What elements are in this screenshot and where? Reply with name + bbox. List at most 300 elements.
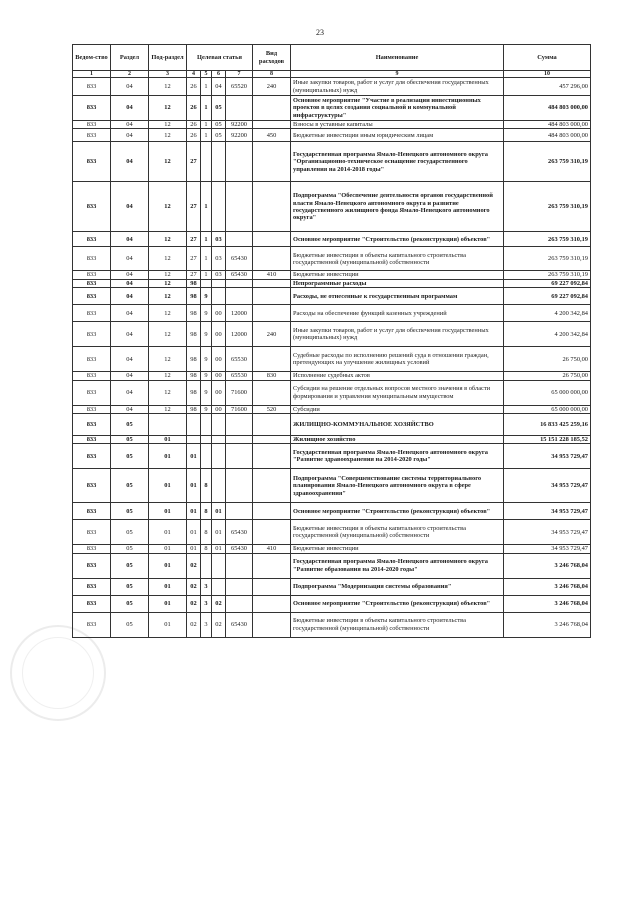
table-row [73, 78, 591, 96]
cell-vedomstvo: 833 [73, 121, 111, 129]
cell-razdel: 04 [111, 78, 149, 96]
cell-target-3 [212, 578, 226, 595]
table-row [73, 436, 591, 444]
table-row [73, 545, 591, 553]
cell-razdel: 04 [111, 129, 149, 142]
cell-name: Подпрограмма "Обеспечение деятельности органов государственной власти Ямало-Ненецкого автономного округа и развитие государственного жилищного фонда Ямало-Ненецкого автономного округа" [291, 182, 504, 232]
cell-name: Жилищное хозяйство [291, 436, 504, 444]
col-number: 10 [504, 71, 591, 78]
cell-target-2: 1 [201, 232, 212, 247]
cell-target-2: 9 [201, 405, 212, 413]
cell-vedomstvo: 833 [73, 380, 111, 405]
cell-vid [253, 503, 291, 520]
cell-target-3 [212, 142, 226, 182]
cell-target-1: 26 [187, 78, 201, 96]
cell-podrazdel: 01 [149, 553, 187, 578]
table-row [73, 414, 591, 436]
cell-sum: 34 953 729,47 [504, 469, 591, 503]
cell-vedomstvo: 833 [73, 444, 111, 469]
cell-target-1: 98 [187, 380, 201, 405]
cell-podrazdel: 12 [149, 372, 187, 380]
cell-target-1: 26 [187, 121, 201, 129]
table-row [73, 182, 591, 232]
cell-target-3 [212, 469, 226, 503]
cell-sum: 4 200 342,84 [504, 305, 591, 322]
cell-target-2: 9 [201, 305, 212, 322]
cell-vedomstvo: 833 [73, 612, 111, 637]
cell-vedomstvo: 833 [73, 595, 111, 612]
cell-razdel: 05 [111, 469, 149, 503]
col-number: 7 [226, 71, 253, 78]
cell-podrazdel: 12 [149, 121, 187, 129]
cell-vid: 410 [253, 545, 291, 553]
cell-name: Основное мероприятие "Строительство (реконструкция) объектов" [291, 503, 504, 520]
cell-target-2: 8 [201, 545, 212, 553]
cell-vid [253, 142, 291, 182]
cell-target-1: 01 [187, 520, 201, 545]
col-number: 5 [201, 71, 212, 78]
cell-vid: 450 [253, 129, 291, 142]
table-row [73, 279, 591, 287]
cell-vid: 830 [253, 372, 291, 380]
cell-vid [253, 305, 291, 322]
table-row [73, 129, 591, 142]
cell-target-2: 1 [201, 247, 212, 271]
cell-target-2: 9 [201, 372, 212, 380]
cell-target-4 [226, 142, 253, 182]
cell-target-4: 65530 [226, 347, 253, 372]
cell-target-3 [212, 182, 226, 232]
table-row [73, 578, 591, 595]
cell-target-4 [226, 503, 253, 520]
cell-razdel: 04 [111, 182, 149, 232]
cell-podrazdel: 12 [149, 182, 187, 232]
cell-razdel: 04 [111, 288, 149, 305]
cell-name: Бюджетные инвестиции иным юридическим лицам [291, 129, 504, 142]
cell-vedomstvo: 833 [73, 578, 111, 595]
cell-target-4: 65430 [226, 520, 253, 545]
cell-target-4: 65430 [226, 612, 253, 637]
cell-target-4: 12000 [226, 305, 253, 322]
col-number: 9 [291, 71, 504, 78]
cell-razdel: 05 [111, 578, 149, 595]
cell-podrazdel: 12 [149, 405, 187, 413]
cell-sum: 34 953 729,47 [504, 545, 591, 553]
cell-name: Судебные расходы по исполнению решений суда в отношении граждан, претендующих на улучшение жилищных условий [291, 347, 504, 372]
col-number: 2 [111, 71, 149, 78]
cell-name: Расходы на обеспечение функций казенных учреждений [291, 305, 504, 322]
cell-target-1: 98 [187, 288, 201, 305]
cell-vedomstvo: 833 [73, 288, 111, 305]
table-row [73, 121, 591, 129]
cell-sum: 65 000 000,00 [504, 405, 591, 413]
table-row [73, 405, 591, 413]
cell-sum: 26 750,00 [504, 347, 591, 372]
cell-target-4: 71600 [226, 405, 253, 413]
cell-name: Иные закупки товаров, работ и услуг для обеспечения государственных (муниципальных) нужд [291, 78, 504, 96]
cell-target-3: 00 [212, 380, 226, 405]
cell-sum: 484 803 000,00 [504, 129, 591, 142]
cell-target-2: 1 [201, 121, 212, 129]
cell-sum: 34 953 729,47 [504, 503, 591, 520]
cell-podrazdel: 01 [149, 520, 187, 545]
col-number: 8 [253, 71, 291, 78]
col-number: 1 [73, 71, 111, 78]
cell-name: Взносы в уставные капиталы [291, 121, 504, 129]
cell-name: Бюджетные инвестиции в объекты капитального строительства государственной (муниципальной) собственности [291, 520, 504, 545]
cell-podrazdel: 01 [149, 545, 187, 553]
cell-target-2 [201, 142, 212, 182]
cell-target-3 [212, 279, 226, 287]
cell-target-4: 65430 [226, 545, 253, 553]
table-row [73, 247, 591, 271]
cell-target-1: 01 [187, 469, 201, 503]
table-row [73, 595, 591, 612]
cell-target-4 [226, 469, 253, 503]
cell-podrazdel: 12 [149, 305, 187, 322]
cell-vid [253, 232, 291, 247]
cell-razdel: 05 [111, 414, 149, 436]
cell-target-1: 27 [187, 247, 201, 271]
table-row [73, 612, 591, 637]
cell-sum: 3 246 768,04 [504, 578, 591, 595]
cell-target-3: 05 [212, 96, 226, 121]
cell-target-1: 98 [187, 405, 201, 413]
cell-target-4 [226, 436, 253, 444]
cell-sum: 263 759 310,19 [504, 142, 591, 182]
table-row [73, 288, 591, 305]
cell-podrazdel: 12 [149, 78, 187, 96]
cell-target-4 [226, 595, 253, 612]
table-row [73, 142, 591, 182]
cell-vid [253, 96, 291, 121]
header-vid: Вид расходов [253, 45, 291, 71]
table-row [73, 271, 591, 279]
cell-sum: 69 227 092,84 [504, 279, 591, 287]
cell-vedomstvo: 833 [73, 414, 111, 436]
cell-target-1: 01 [187, 545, 201, 553]
cell-vedomstvo: 833 [73, 305, 111, 322]
cell-podrazdel: 12 [149, 271, 187, 279]
cell-target-3: 00 [212, 405, 226, 413]
cell-vid [253, 247, 291, 271]
cell-name: Бюджетные инвестиции в объекты капитального строительства государственной (муниципальной) собственности [291, 247, 504, 271]
header-target: Целевая статья [187, 45, 253, 71]
cell-target-4 [226, 96, 253, 121]
cell-name: Субсидии [291, 405, 504, 413]
cell-vid [253, 444, 291, 469]
cell-target-4: 71600 [226, 380, 253, 405]
cell-target-1: 01 [187, 444, 201, 469]
cell-vedomstvo: 833 [73, 405, 111, 413]
col-number: 3 [149, 71, 187, 78]
cell-razdel: 04 [111, 380, 149, 405]
cell-name: Бюджетные инвестиции [291, 545, 504, 553]
cell-vedomstvo: 833 [73, 545, 111, 553]
cell-target-1: 98 [187, 347, 201, 372]
cell-sum: 16 833 425 259,16 [504, 414, 591, 436]
cell-podrazdel: 12 [149, 347, 187, 372]
cell-razdel: 04 [111, 405, 149, 413]
header-razdel: Раздел [111, 45, 149, 71]
cell-vedomstvo: 833 [73, 142, 111, 182]
cell-target-3: 01 [212, 503, 226, 520]
page-number: 23 [316, 28, 324, 37]
cell-target-1: 01 [187, 503, 201, 520]
cell-vedomstvo: 833 [73, 469, 111, 503]
cell-target-3: 00 [212, 372, 226, 380]
cell-target-3: 00 [212, 305, 226, 322]
cell-vedomstvo: 833 [73, 520, 111, 545]
cell-razdel: 04 [111, 305, 149, 322]
cell-sum: 34 953 729,47 [504, 444, 591, 469]
cell-podrazdel: 12 [149, 288, 187, 305]
cell-vedomstvo: 833 [73, 279, 111, 287]
header-name: Наименование [291, 45, 504, 71]
cell-podrazdel: 01 [149, 444, 187, 469]
cell-target-3: 03 [212, 232, 226, 247]
cell-sum: 484 803 000,00 [504, 96, 591, 121]
cell-name: Иные закупки товаров, работ и услуг для обеспечения государственных (муниципальных) нужд [291, 322, 504, 347]
header-sum: Сумма [504, 45, 591, 71]
cell-target-4 [226, 279, 253, 287]
cell-target-3: 00 [212, 322, 226, 347]
cell-target-4 [226, 444, 253, 469]
cell-name: Бюджетные инвестиции [291, 271, 504, 279]
cell-target-4 [226, 578, 253, 595]
cell-target-3: 01 [212, 545, 226, 553]
cell-target-4: 65520 [226, 78, 253, 96]
cell-vedomstvo: 833 [73, 182, 111, 232]
table-row [73, 469, 591, 503]
cell-vedomstvo: 833 [73, 78, 111, 96]
cell-podrazdel: 12 [149, 279, 187, 287]
cell-razdel: 05 [111, 595, 149, 612]
cell-razdel: 04 [111, 347, 149, 372]
cell-target-1: 02 [187, 553, 201, 578]
cell-target-2 [201, 553, 212, 578]
cell-razdel: 05 [111, 612, 149, 637]
cell-name: ЖИЛИЩНО-КОММУНАЛЬНОЕ ХОЗЯЙСТВО [291, 414, 504, 436]
cell-vid [253, 380, 291, 405]
cell-target-1: 02 [187, 612, 201, 637]
cell-target-2: 8 [201, 503, 212, 520]
cell-target-1: 27 [187, 271, 201, 279]
cell-sum: 263 759 310,19 [504, 182, 591, 232]
cell-podrazdel: 12 [149, 247, 187, 271]
cell-target-3: 02 [212, 612, 226, 637]
cell-podrazdel: 01 [149, 436, 187, 444]
cell-vid [253, 436, 291, 444]
cell-sum: 263 759 310,19 [504, 271, 591, 279]
table-row [73, 444, 591, 469]
cell-razdel: 05 [111, 553, 149, 578]
cell-name: Государственная программа Ямало-Ненецкого автономного округа "Развитие здравоохранения на 2014-2020 годы" [291, 444, 504, 469]
cell-target-3 [212, 553, 226, 578]
cell-podrazdel: 01 [149, 595, 187, 612]
cell-vedomstvo: 833 [73, 553, 111, 578]
cell-razdel: 04 [111, 322, 149, 347]
cell-name: Подпрограмма "Модернизация системы образования" [291, 578, 504, 595]
cell-target-2 [201, 444, 212, 469]
cell-razdel: 05 [111, 436, 149, 444]
cell-target-3: 05 [212, 121, 226, 129]
table-row [73, 232, 591, 247]
cell-vedomstvo: 833 [73, 503, 111, 520]
cell-target-1: 27 [187, 182, 201, 232]
cell-sum: 3 246 768,04 [504, 595, 591, 612]
cell-vid [253, 520, 291, 545]
cell-sum: 26 750,00 [504, 372, 591, 380]
cell-target-4: 92200 [226, 121, 253, 129]
cell-podrazdel: 01 [149, 612, 187, 637]
cell-name: Основное мероприятие "Участие в реализации инвестиционных проектов в целях создания социальной и коммунальной инфраструктуры" [291, 96, 504, 121]
cell-target-3 [212, 444, 226, 469]
cell-name: Государственная программа Ямало-Ненецкого автономного округа "Развитие образования на 2014-2020 годы" [291, 553, 504, 578]
cell-vid: 520 [253, 405, 291, 413]
cell-target-2: 1 [201, 182, 212, 232]
cell-razdel: 04 [111, 121, 149, 129]
cell-vid [253, 288, 291, 305]
cell-podrazdel: 12 [149, 96, 187, 121]
cell-sum: 69 227 092,84 [504, 288, 591, 305]
seal-stamp [10, 625, 106, 721]
cell-vid: 410 [253, 271, 291, 279]
cell-target-1: 98 [187, 279, 201, 287]
cell-razdel: 04 [111, 142, 149, 182]
cell-sum: 484 803 000,00 [504, 121, 591, 129]
cell-target-1 [187, 414, 201, 436]
cell-target-4 [226, 232, 253, 247]
cell-vid [253, 182, 291, 232]
cell-target-2 [201, 436, 212, 444]
table-row [73, 553, 591, 578]
cell-sum: 65 000 000,00 [504, 380, 591, 405]
cell-podrazdel: 01 [149, 469, 187, 503]
cell-razdel: 04 [111, 372, 149, 380]
cell-target-2: 1 [201, 129, 212, 142]
cell-vedomstvo: 833 [73, 372, 111, 380]
cell-sum: 34 953 729,47 [504, 520, 591, 545]
cell-target-4 [226, 288, 253, 305]
cell-target-4: 65430 [226, 271, 253, 279]
cell-vedomstvo: 833 [73, 436, 111, 444]
cell-vid [253, 279, 291, 287]
table-row [73, 372, 591, 380]
cell-podrazdel: 12 [149, 322, 187, 347]
cell-name: Непрограммные расходы [291, 279, 504, 287]
cell-vedomstvo: 833 [73, 322, 111, 347]
cell-target-3 [212, 414, 226, 436]
col-number: 6 [212, 71, 226, 78]
cell-target-3: 03 [212, 247, 226, 271]
cell-target-1 [187, 436, 201, 444]
cell-target-3 [212, 436, 226, 444]
col-number: 4 [187, 71, 201, 78]
table-row [73, 520, 591, 545]
cell-target-1: 26 [187, 129, 201, 142]
table-row [73, 347, 591, 372]
cell-razdel: 05 [111, 545, 149, 553]
cell-sum: 457 296,00 [504, 78, 591, 96]
header-podrazdel: Под-раздел [149, 45, 187, 71]
cell-vedomstvo: 833 [73, 247, 111, 271]
cell-target-3 [212, 288, 226, 305]
cell-podrazdel: 12 [149, 380, 187, 405]
table-header-row [73, 45, 591, 71]
table-row [73, 503, 591, 520]
cell-vid [253, 612, 291, 637]
cell-podrazdel: 12 [149, 129, 187, 142]
cell-vedomstvo: 833 [73, 129, 111, 142]
cell-target-2: 3 [201, 612, 212, 637]
cell-target-1: 27 [187, 232, 201, 247]
cell-podrazdel [149, 414, 187, 436]
cell-vedomstvo: 833 [73, 271, 111, 279]
cell-target-4 [226, 553, 253, 578]
budget-table [72, 44, 591, 638]
table-row [73, 380, 591, 405]
cell-name: Основное мероприятие "Строительство (реконструкция) объектов" [291, 595, 504, 612]
cell-vid [253, 121, 291, 129]
cell-target-2: 1 [201, 271, 212, 279]
cell-target-4: 12000 [226, 322, 253, 347]
cell-target-4: 65530 [226, 372, 253, 380]
cell-razdel: 05 [111, 520, 149, 545]
cell-podrazdel: 12 [149, 142, 187, 182]
cell-razdel: 05 [111, 503, 149, 520]
cell-target-1: 02 [187, 595, 201, 612]
cell-target-1: 98 [187, 305, 201, 322]
cell-target-2: 9 [201, 380, 212, 405]
cell-vid [253, 469, 291, 503]
cell-sum: 263 759 310,19 [504, 247, 591, 271]
cell-sum: 3 246 768,04 [504, 553, 591, 578]
cell-target-4 [226, 182, 253, 232]
cell-name: Государственная программа Ямало-Ненецкого автономного округа "Организационно-техническое оснащение государственного управления на 2014-2018 годы" [291, 142, 504, 182]
cell-podrazdel: 12 [149, 232, 187, 247]
table-row [73, 305, 591, 322]
cell-vid [253, 553, 291, 578]
cell-target-2: 9 [201, 322, 212, 347]
cell-name: Расходы, не отнесенные к государственным программам [291, 288, 504, 305]
cell-target-4 [226, 414, 253, 436]
cell-vid [253, 595, 291, 612]
cell-sum: 15 151 228 185,52 [504, 436, 591, 444]
cell-razdel: 04 [111, 271, 149, 279]
cell-target-2 [201, 279, 212, 287]
cell-razdel: 04 [111, 232, 149, 247]
cell-target-2: 1 [201, 96, 212, 121]
cell-sum: 3 246 768,04 [504, 612, 591, 637]
header-vedomstvo: Ведом-ство [73, 45, 111, 71]
cell-name: Исполнение судебных актов [291, 372, 504, 380]
cell-vid [253, 578, 291, 595]
cell-target-3: 02 [212, 595, 226, 612]
cell-name: Основное мероприятие "Строительство (реконструкция) объектов" [291, 232, 504, 247]
cell-target-2: 1 [201, 78, 212, 96]
cell-target-2: 8 [201, 520, 212, 545]
cell-sum: 263 759 310,19 [504, 232, 591, 247]
cell-razdel: 05 [111, 444, 149, 469]
column-number-row [73, 71, 591, 78]
cell-name: Подпрограмма "Совершенствование системы территориального планирования Ямало-Ненецкого автономного округа в сфере здравоохранения" [291, 469, 504, 503]
cell-target-1: 26 [187, 96, 201, 121]
cell-target-1: 98 [187, 322, 201, 347]
cell-target-2: 3 [201, 595, 212, 612]
cell-name: Субсидии на решение отдельных вопросов местного значения в области формирования и управления муниципальным имуществом [291, 380, 504, 405]
cell-target-2 [201, 414, 212, 436]
